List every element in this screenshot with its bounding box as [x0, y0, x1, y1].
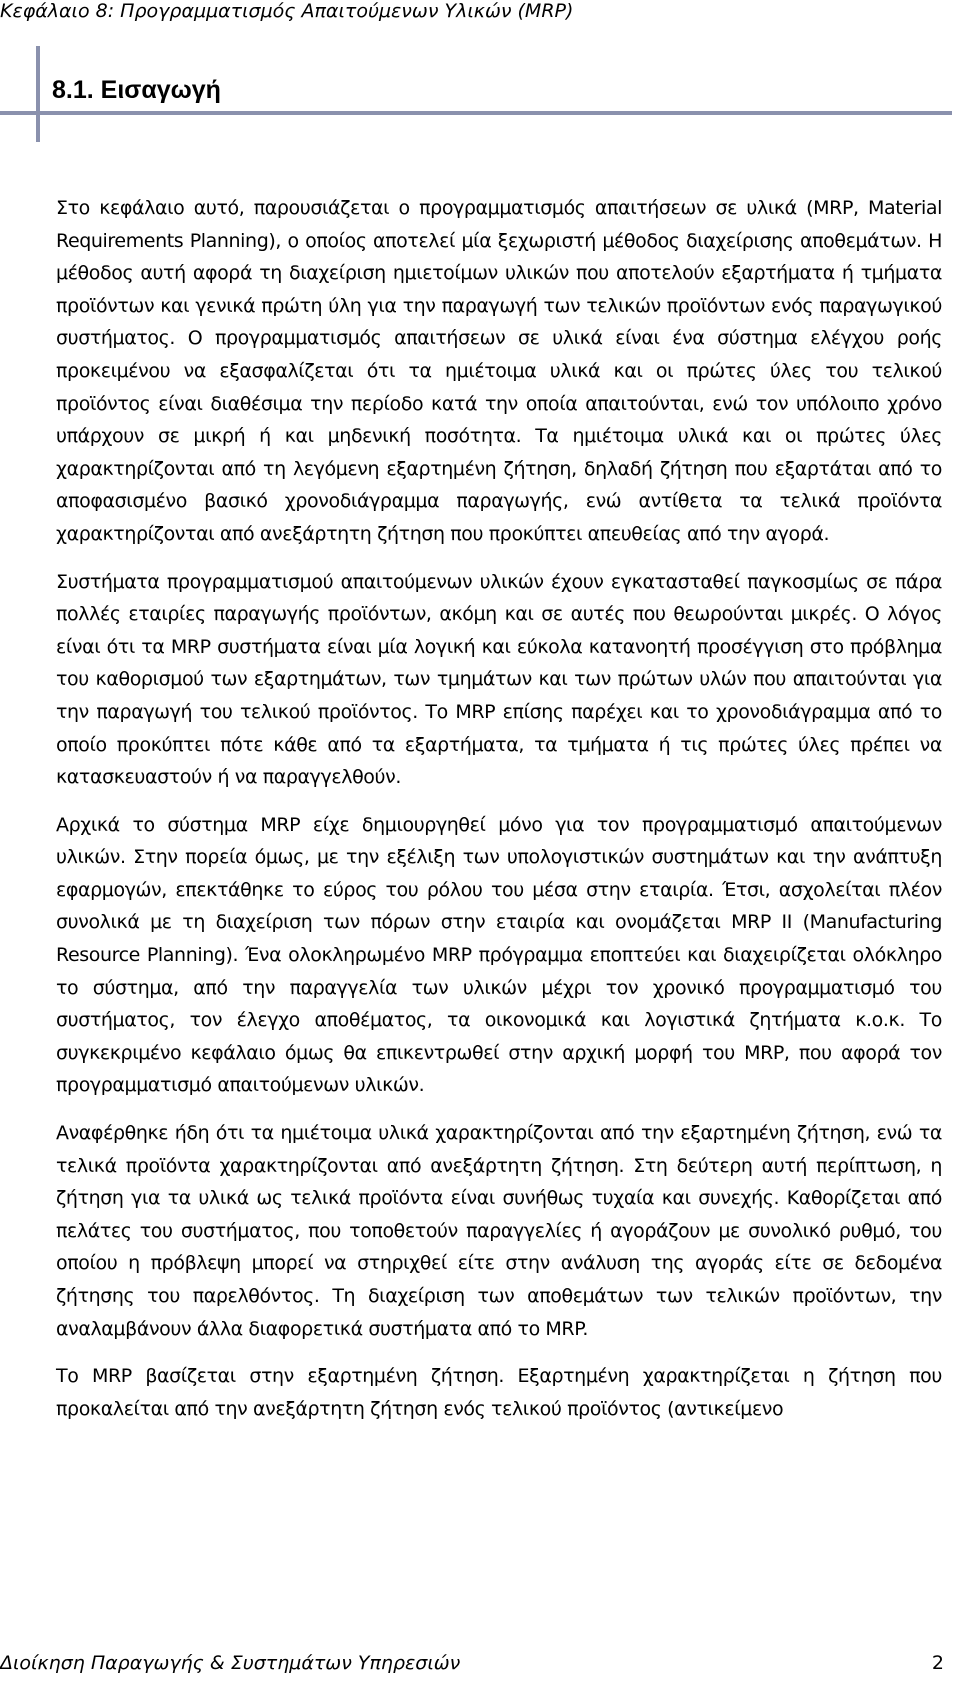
paragraph-3: Αρχικά το σύστημα MRP είχε δημιουργηθεί μόνο για τον προγραμματισμό απαιτούμενων υλικών. Στην πορεία όμως, με την εξέλιξη των υπολογιστικών συστημάτων και την ανάπτυξη εφαρμογών, επεκτάθηκε το εύρος του ρόλου του μέσα στην εταιρία. Έτσι, ασχολείται πλέον συνολικά με τη διαχείριση των πόρων στην εταιρία και ονομάζεται MRP II (Manufacturing Resource Planning). Ένα ολοκληρωμένο MRP πρόγραμμα εποπτεύει και διαχειρίζεται ολόκληρο το σύστημα, από την παραγγελία των υλικών μέχρι τον χρονικό προγραμματισμό του συστήματος, τον έλεγχο αποθέματος, τα οικονομικά και λογιστικά ζητήματα κ.ο.κ. Το συγκεκριμένο κεφάλαιο όμως θα επικεντρωθεί στην αρχική μορφή του MRP, που αφορά τον προγραμματισμό απαιτούμενων υλικών. — [56, 813, 942, 1097]
body-text — [56, 192, 942, 1440]
section-heading-vertical-rule — [36, 46, 40, 142]
section-heading-horizontal-rule — [0, 111, 952, 115]
paragraph-1: Στο κεφάλαιο αυτό, παρουσιάζεται ο προγραμματισμός απαιτήσεων σε υλικά (MRP, Material Requirements Planning), ο οποίος αποτελεί μία ξεχωριστή μέθοδος διαχείρισης αποθεμάτων. Η μέθοδος αυτή αφορά τη διαχείριση ημιετοίμων υλικών που αποτελούν εξαρτήματα ή τμήματα προϊόντων και γενικά πρώτη ύλη για την παραγωγή των τελικών προϊόντων ενός παραγωγικού συστήματος. Ο προγραμματισμός απαιτήσεων σε υλικά είναι ένα σύστημα ελέγχου ροής προκειμένου να εξασφαλίζεται ότι τα ημιέτοιμα υλικά και οι πρώτες ύλες του τελικού προϊόντος είναι διαθέσιμα την περίοδο κατά την οποία απαιτούνται, ενώ τον υπόλοιπο χρόνο υπάρχουν σε μικρή ή και μηδενική ποσότητα. Τα ημιέτοιμα υλικά και οι πρώτες ύλες χαρακτηρίζονται από τη λεγόμενη εξαρτημένη ζήτηση, δηλαδή ζήτηση που εξαρτάται από το αποφασισμένο βασικό χρονοδιάγραμμα παραγωγής, ενώ αντίθετα τα τελικά προϊόντα χαρακτηρίζονται από ανεξάρτητη ζήτηση που προκύπτει απευθείας από την αγορά. — [56, 197, 942, 545]
paragraph-5: Το MRP βασίζεται στην εξαρτημένη ζήτηση. Εξαρτημένη χαρακτηρίζεται η ζήτηση που προκαλείται από την ανεξάρτητη ζήτηση ενός τελικού προϊόντος (αντικείμενο — [56, 1365, 942, 1420]
page-number: 2 — [931, 1652, 944, 1674]
footer-book-title: Διοίκηση Παραγωγής & Συστημάτων Υπηρεσιών — [0, 1652, 461, 1674]
paragraph-2: Συστήματα προγραμματισμού απαιτούμενων υλικών έχουν εγκατασταθεί παγκοσμίως σε πάρα πολλές εταιρίες παραγωγής προϊόντων, ακόμη και σε αυτές που θεωρούνται μικρές. Ο λόγος είναι ότι τα MRP συστήματα είναι μία λογική και εύκολα κατανοητή προσέγγιση στο πρόβλημα του καθορισμού των εξαρτημάτων, των τμημάτων και των πρώτων υλών που απαιτούνται για την παραγωγή του τελικού προϊόντος. Το MRP επίσης παρέχει και το χρονοδιάγραμμα από το οποίο προκύπτει πότε κάθε από τα εξαρτήματα, τα τμήματα ή τις πρώτες ύλες πρέπει να κατασκευαστούν ή να παραγγελθούν. — [56, 570, 942, 789]
section-title: 8.1. Εισαγωγή — [52, 76, 221, 104]
running-footer — [0, 1652, 944, 1674]
paragraph-4: Αναφέρθηκε ήδη ότι τα ημιέτοιμα υλικά χαρακτηρίζονται από την εξαρτημένη ζήτηση, ενώ τα τελικά προϊόντα χαρακτηρίζονται από ανεξάρτητη ζήτηση. Στη δεύτερη αυτή περίπτωση, η ζήτηση για τα υλικά ως τελικά προϊόντα είναι συνήθως τυχαία και συνεχής. Καθορίζεται από πελάτες του συστήματος, που τοποθετούν παραγγελίες ή αγοράζουν με συνολικό ρυθμό, του οποίου η πρόβλεψη μπορεί να στηριχθεί είτε στην ανάλυση της αγοράς είτε σε δεδομένα ζήτησης του παρελθόντος. Τη διαχείριση των αποθεμάτων των τελικών προϊόντων, την αναλαμβάνουν άλλα διαφορετικά συστήματα από το MRP. — [56, 1122, 942, 1340]
running-header: Κεφάλαιο 8: Προγραμματισμός Απαιτούμενων Υλικών (MRP) — [0, 0, 574, 22]
